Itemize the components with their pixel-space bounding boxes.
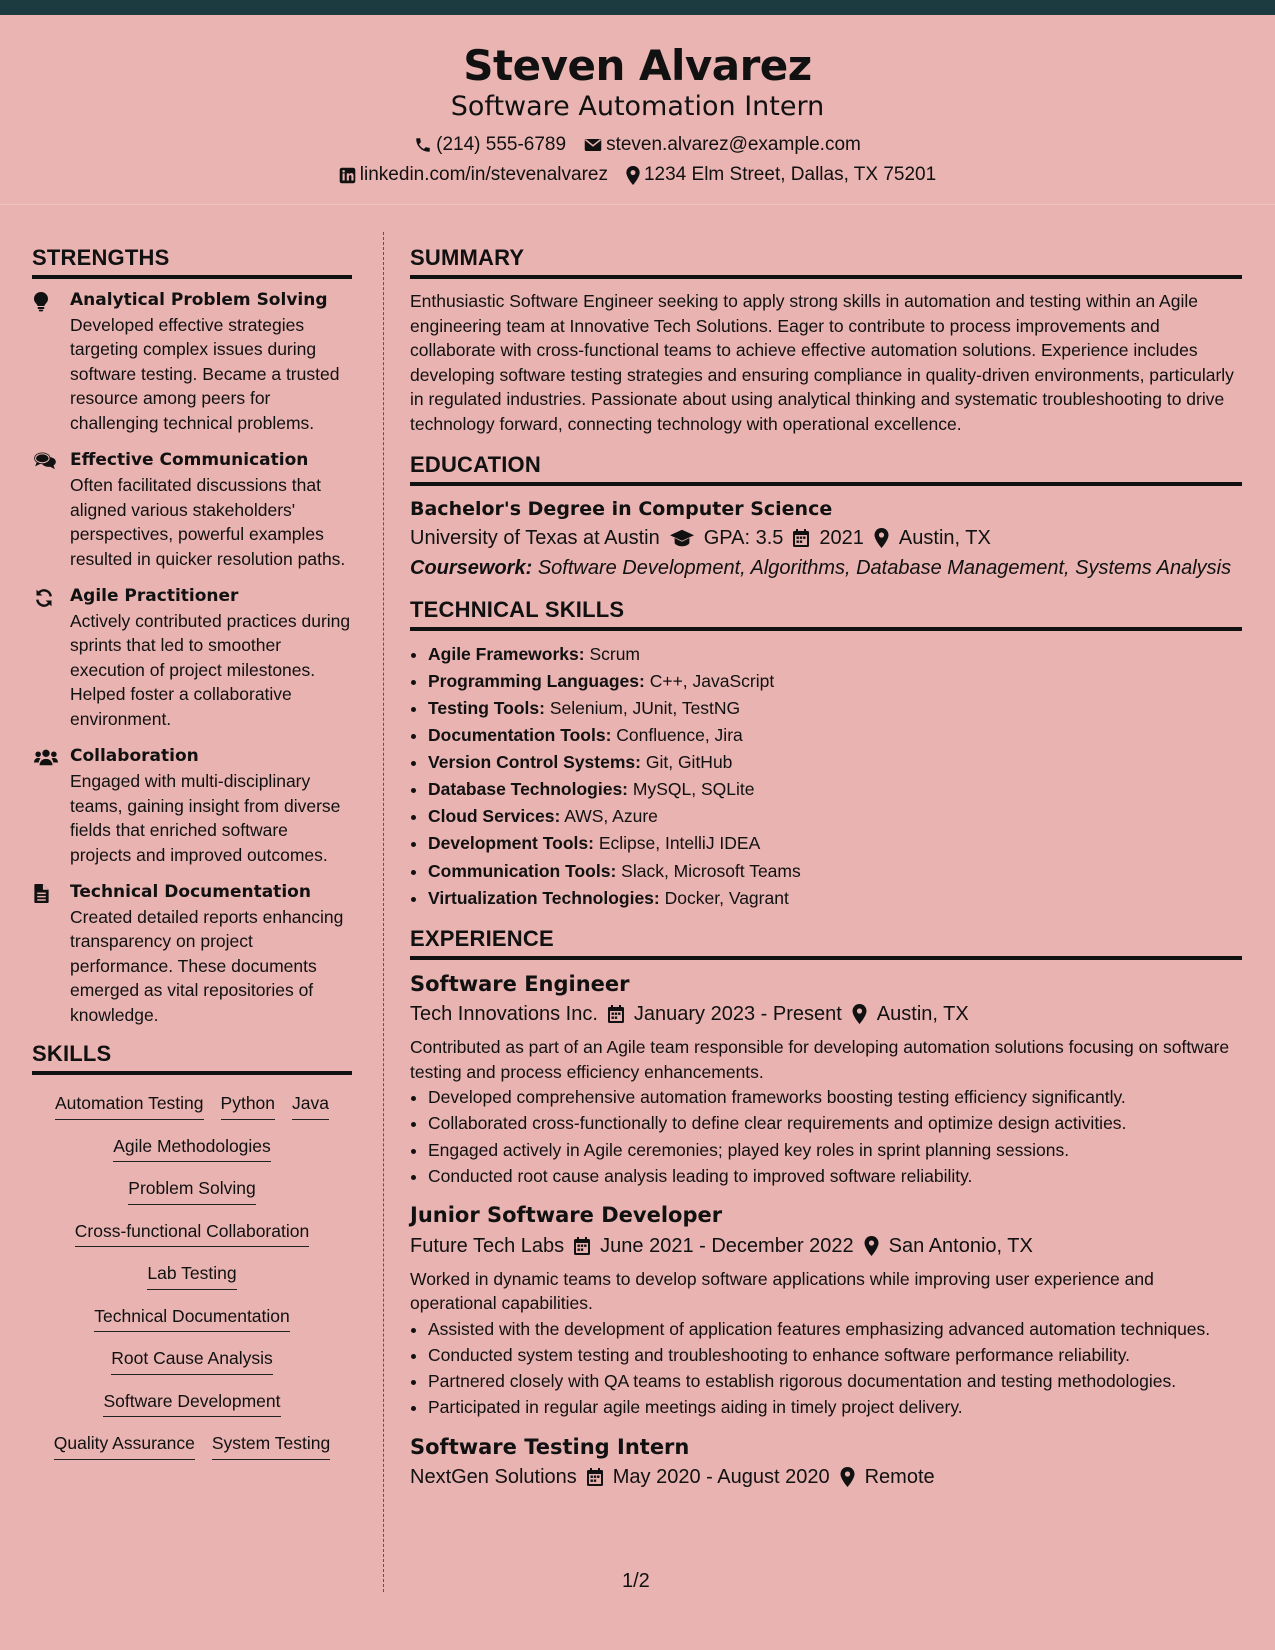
phone-icon bbox=[414, 136, 432, 154]
education-coursework bbox=[410, 553, 1242, 583]
strength-description: Actively contributed practices during sprints that led to smoother execution of project milestones. Helped foster a collaborative environment. bbox=[70, 610, 351, 729]
users-icon bbox=[32, 745, 70, 867]
education-heading: EDUCATION bbox=[410, 452, 1242, 486]
strength-description: Developed effective strategies targeting complex issues during software testing. Became a trusted resource among peers for challenging technical problems. bbox=[70, 314, 340, 433]
sync-icon bbox=[32, 585, 70, 731]
tech-skill-value: Docker, Vagrant bbox=[664, 887, 789, 908]
strength-item bbox=[32, 881, 352, 1027]
tech-skill-value: Eclipse, IntelliJ IDEA bbox=[598, 833, 761, 854]
strength-title: Collaboration bbox=[70, 746, 199, 767]
page-number: 1/2 bbox=[622, 1570, 650, 1592]
skill-chip: Lab Testing bbox=[147, 1261, 236, 1290]
summary-heading: SUMMARY bbox=[410, 245, 1242, 279]
skill-chip: Technical Documentation bbox=[94, 1304, 290, 1333]
tech-skill-label: Documentation Tools: bbox=[428, 724, 612, 745]
technical-skill-item bbox=[428, 803, 1242, 830]
job-bullet: • Conducted system testing and troubleshooting to enhance software performance reliability. bbox=[428, 1342, 1242, 1368]
technical-skills-heading: TECHNICAL SKILLS bbox=[410, 597, 1242, 631]
job-dates: May 2020 - August 2020 bbox=[612, 1466, 830, 1489]
map-pin-icon bbox=[874, 528, 889, 548]
comments-icon bbox=[32, 449, 70, 571]
tech-skill-value: AWS, Azure bbox=[564, 806, 658, 827]
job-bullet: • Collaborated cross-functionally to define clear requirements and optimize design activities. bbox=[428, 1110, 1242, 1136]
education-gpa: GPA: 3.5 bbox=[703, 526, 784, 549]
experience-entry bbox=[410, 1433, 1242, 1492]
strength-title: Analytical Problem Solving bbox=[70, 290, 328, 310]
job-meta bbox=[410, 1231, 1242, 1261]
contact-linkedin[interactable] bbox=[339, 162, 608, 189]
technical-skill-item bbox=[428, 641, 1242, 668]
job-dates: January 2023 - Present bbox=[633, 1003, 842, 1026]
experience-entry bbox=[410, 970, 1242, 1189]
coursework-list: Software Development, Algorithms, Database Management, Systems Analysis bbox=[537, 556, 1232, 579]
skills-section bbox=[32, 1041, 352, 1460]
tech-skill-value: Slack, Microsoft Teams bbox=[621, 860, 801, 881]
skill-chip: Python bbox=[221, 1091, 275, 1120]
experience-entry bbox=[410, 1201, 1242, 1420]
contact-line-2 bbox=[0, 162, 1275, 189]
education-meta bbox=[410, 523, 1242, 553]
strengths-heading: STRENGTHS bbox=[32, 245, 352, 279]
tech-skill-label: Version Control Systems: bbox=[428, 752, 641, 773]
tech-skill-label: Cloud Services: bbox=[428, 806, 561, 827]
strength-description: Created detailed reports enhancing transparency on project performance. These documents emerged as vital repositories of knowledge. bbox=[70, 906, 344, 1025]
email-address[interactable]: steven.alvarez@example.com bbox=[606, 133, 861, 155]
education-location: Austin, TX bbox=[898, 526, 991, 549]
right-column bbox=[410, 245, 1242, 1492]
resume-header bbox=[0, 15, 1275, 205]
job-company: NextGen Solutions bbox=[410, 1466, 577, 1489]
job-bullet: • Conducted root cause analysis leading to improved software reliability. bbox=[428, 1163, 1242, 1189]
calendar-icon bbox=[574, 1237, 590, 1255]
technical-skill-item bbox=[428, 749, 1242, 776]
calendar-icon bbox=[793, 529, 809, 547]
contact-address bbox=[626, 162, 936, 189]
job-bullets bbox=[410, 1084, 1242, 1189]
job-bullet: • Participated in regular agile meetings aiding in timely project delivery. bbox=[428, 1394, 1242, 1420]
tech-skill-label: Testing Tools: bbox=[428, 697, 545, 718]
map-pin-icon bbox=[852, 1004, 867, 1024]
strength-item bbox=[32, 289, 352, 435]
skills-heading: SKILLS bbox=[32, 1041, 352, 1075]
candidate-title: Software Automation Intern bbox=[450, 91, 825, 123]
strength-item bbox=[32, 449, 352, 571]
education-school: University of Texas at Austin bbox=[410, 526, 660, 549]
tech-skill-label: Virtualization Technologies: bbox=[428, 887, 660, 908]
strength-item bbox=[32, 745, 352, 867]
job-bullet: • Developed comprehensive automation frameworks boosting testing efficiency significantly. bbox=[428, 1084, 1242, 1110]
tech-skill-value: Git, GitHub bbox=[645, 752, 733, 773]
skill-chip: System Testing bbox=[212, 1431, 330, 1460]
job-location: Remote bbox=[864, 1466, 935, 1489]
contact-phone bbox=[414, 132, 566, 159]
map-pin-icon bbox=[864, 1236, 879, 1256]
education-year: 2021 bbox=[819, 526, 864, 549]
job-bullet: • Engaged actively in Agile ceremonies; played key roles in sprint planning sessions. bbox=[428, 1137, 1242, 1163]
strength-title: Technical Documentation bbox=[70, 882, 311, 903]
job-bullet: • Assisted with the development of application features emphasizing advanced automation techniques. bbox=[428, 1316, 1242, 1342]
coursework-label: Coursework: bbox=[410, 556, 533, 579]
technical-skill-item bbox=[428, 830, 1242, 857]
tech-skill-value: C++, JavaScript bbox=[649, 670, 775, 691]
column-divider bbox=[383, 232, 384, 1592]
skill-chip: Cross-functional Collaboration bbox=[75, 1219, 309, 1248]
summary-text: Enthusiastic Software Engineer seeking to apply strong skills in automation and testing within an Agile engineering team at Innovative Tech Solutions. Eager to contribute to process improvements and collaborate with cross-functional teams to achieve effective automation solutions. Experience includes developing software testing strategies and ensuring compliance in quality-driven environments, particularly in regulated industries. Passionate about using analytical thinking and systematic troubleshooting to drive technology forward, connecting technology with operational excellence. bbox=[410, 291, 1234, 434]
skill-chip: Problem Solving bbox=[128, 1176, 255, 1205]
tech-skill-value: MySQL, SQLite bbox=[632, 779, 755, 800]
job-company: Future Tech Labs bbox=[410, 1234, 565, 1257]
tech-skill-label: Communication Tools: bbox=[428, 860, 617, 881]
job-title: Software Engineer bbox=[410, 971, 630, 996]
job-title: Software Testing Intern bbox=[410, 1434, 690, 1459]
phone-number: (214) 555-6789 bbox=[436, 133, 567, 155]
linkedin-icon bbox=[339, 167, 356, 184]
technical-skill-item bbox=[428, 668, 1242, 695]
skill-chip: Automation Testing bbox=[55, 1091, 204, 1120]
calendar-icon bbox=[587, 1468, 603, 1486]
tech-skill-label: Agile Frameworks: bbox=[428, 643, 585, 664]
job-description: Worked in dynamic teams to develop software applications while improving user experience and operational capabilities. bbox=[410, 1268, 1154, 1314]
education-degree: Bachelor's Degree in Computer Science bbox=[410, 498, 833, 520]
tech-skill-value: Confluence, Jira bbox=[616, 724, 743, 745]
job-title: Junior Software Developer bbox=[410, 1203, 723, 1228]
map-pin-icon bbox=[840, 1467, 855, 1487]
job-dates: June 2021 - December 2022 bbox=[600, 1234, 854, 1257]
technical-skill-item bbox=[428, 776, 1242, 803]
document-icon bbox=[32, 881, 70, 1027]
experience-heading: EXPERIENCE bbox=[410, 926, 1242, 960]
strength-description: Often facilitated discussions that aligned various stakeholders' perspectives, powerful examples resulted in quicker resolution paths. bbox=[70, 475, 346, 569]
contact-line-1 bbox=[0, 132, 1275, 159]
job-bullets bbox=[410, 1316, 1242, 1421]
technical-skills-list bbox=[410, 641, 1242, 912]
skill-chip: Quality Assurance bbox=[54, 1431, 195, 1460]
candidate-name: Steven Alvarez bbox=[463, 41, 812, 90]
linkedin-url[interactable]: linkedin.com/in/stevenalvarez bbox=[359, 164, 608, 186]
contact-email[interactable] bbox=[584, 132, 861, 159]
top-accent-bar bbox=[0, 0, 1275, 15]
strength-item bbox=[32, 585, 352, 731]
skill-chip: Software Development bbox=[103, 1389, 280, 1418]
lightbulb-icon bbox=[32, 289, 70, 435]
envelope-icon bbox=[584, 137, 602, 153]
strength-description: Engaged with multi-disciplinary teams, gaining insight from diverse fields that enriched software projects and improved outcomes. bbox=[70, 771, 341, 865]
technical-skill-item bbox=[428, 695, 1242, 722]
technical-skill-item bbox=[428, 722, 1242, 749]
skills-list bbox=[32, 1085, 352, 1460]
strength-title: Effective Communication bbox=[70, 450, 309, 471]
technical-skill-item bbox=[428, 885, 1242, 912]
job-company: Tech Innovations Inc. bbox=[410, 1003, 598, 1026]
left-column bbox=[32, 245, 352, 1460]
tech-skill-value: Selenium, JUnit, TestNG bbox=[549, 697, 741, 718]
job-location: San Antonio, TX bbox=[888, 1234, 1033, 1257]
graduation-cap-icon bbox=[670, 529, 694, 547]
job-description: Contributed as part of an Agile team responsible for developing automation solutions focusing on software testing and process efficiency enhancements. bbox=[410, 1037, 1230, 1082]
map-pin-icon bbox=[626, 166, 640, 185]
skill-chip: Java bbox=[292, 1091, 329, 1120]
job-location: Austin, TX bbox=[876, 1003, 969, 1026]
job-meta bbox=[410, 1462, 1242, 1492]
calendar-icon bbox=[608, 1005, 624, 1023]
job-meta bbox=[410, 999, 1242, 1029]
technical-skill-item bbox=[428, 858, 1242, 885]
skill-chip: Root Cause Analysis bbox=[111, 1346, 272, 1375]
job-bullet: • Partnered closely with QA teams to establish rigorous documentation and testing methodologies. bbox=[428, 1368, 1242, 1394]
skill-chip: Agile Methodologies bbox=[113, 1134, 271, 1163]
tech-skill-label: Programming Languages: bbox=[428, 670, 645, 691]
address-text: 1234 Elm Street, Dallas, TX 75201 bbox=[643, 164, 937, 186]
tech-skill-label: Database Technologies: bbox=[428, 779, 629, 800]
tech-skill-value: Scrum bbox=[589, 643, 641, 664]
tech-skill-label: Development Tools: bbox=[428, 833, 594, 854]
strength-title: Agile Practitioner bbox=[70, 586, 239, 607]
